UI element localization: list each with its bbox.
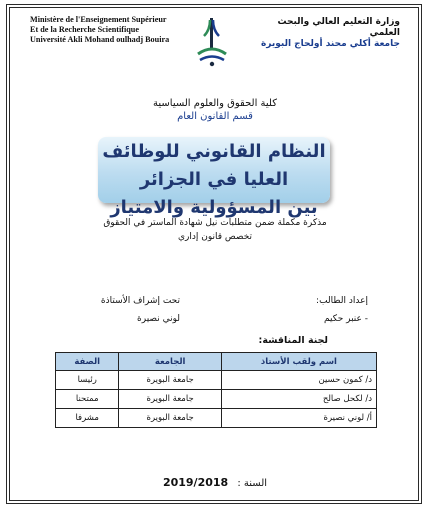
memo-line-1: مذكرة مكملة ضمن متطلبات نيل شهادة الماستر في الحقوق	[103, 218, 327, 228]
student-name: - عنبر حكيم	[324, 314, 368, 324]
faculty-name: كلية الحقوق والعلوم السياسية	[153, 98, 277, 109]
page-border	[6, 4, 422, 504]
table-row	[56, 390, 377, 409]
supervisor-block	[60, 292, 180, 328]
faculty-block	[0, 97, 430, 123]
student-block	[248, 292, 368, 328]
jury-member-role: ممتحنا	[56, 390, 119, 409]
title-line-1: النظام القانوني للوظائف العليا في الجزائر	[102, 141, 326, 190]
table-row	[56, 371, 377, 390]
year-value: 2019/2018	[162, 476, 229, 489]
jury-member-role: مشرفا	[56, 409, 119, 428]
header-french	[30, 15, 180, 45]
department-name: قسم القانون العام	[177, 111, 253, 122]
jury-title: لجنة المناقشة:	[258, 335, 328, 346]
supervisor-label: تحت إشراف الأستاذة	[100, 296, 180, 306]
supervisor-name: لوني نصيرة	[137, 314, 180, 324]
university-name: جامعة أكلي محند أولحاج البويرة	[260, 39, 400, 49]
jury-member-university: جامعة البويرة	[119, 371, 221, 390]
academic-year	[0, 476, 430, 489]
student-label: إعداد الطالب:	[316, 296, 368, 306]
table-row	[56, 409, 377, 428]
jury-member-role: رئيسا	[56, 371, 119, 390]
jury-member-university: جامعة البويرة	[119, 390, 221, 409]
jury-member-university: جامعة البويرة	[119, 409, 221, 428]
header-fr-line-1: Ministère de l'Enseignement Supérieur	[30, 15, 167, 24]
year-label: السنة :	[237, 478, 268, 489]
title-line-2: بين المسؤولية والامتياز	[110, 197, 318, 218]
jury-member-name: د/ لكحل صالح	[221, 390, 376, 409]
jury-member-name: د/ كمون حسين	[221, 371, 376, 390]
memo-description	[0, 216, 430, 244]
university-logo-icon	[190, 14, 234, 68]
jury-header-name: اسم ولقب الأستاذ	[221, 353, 376, 371]
jury-member-name: أ/ لوني نصيرة	[221, 409, 376, 428]
header-arabic	[250, 17, 400, 50]
jury-header-university: الجامعة	[119, 353, 221, 371]
header-fr-line-2: Et de la Recherche Scientifique	[30, 25, 139, 34]
jury-header-role: الصفة	[56, 353, 119, 371]
thesis-title	[98, 138, 330, 222]
ministry-name: وزارة التعليم العالي والبحث العلمي	[277, 17, 400, 38]
jury-header-row	[56, 353, 377, 371]
header-fr-line-3: Université Akli Mohand oulhadj Bouira	[30, 35, 170, 44]
jury-table	[55, 352, 377, 428]
memo-line-2: تخصص قانون إداري	[177, 232, 253, 242]
